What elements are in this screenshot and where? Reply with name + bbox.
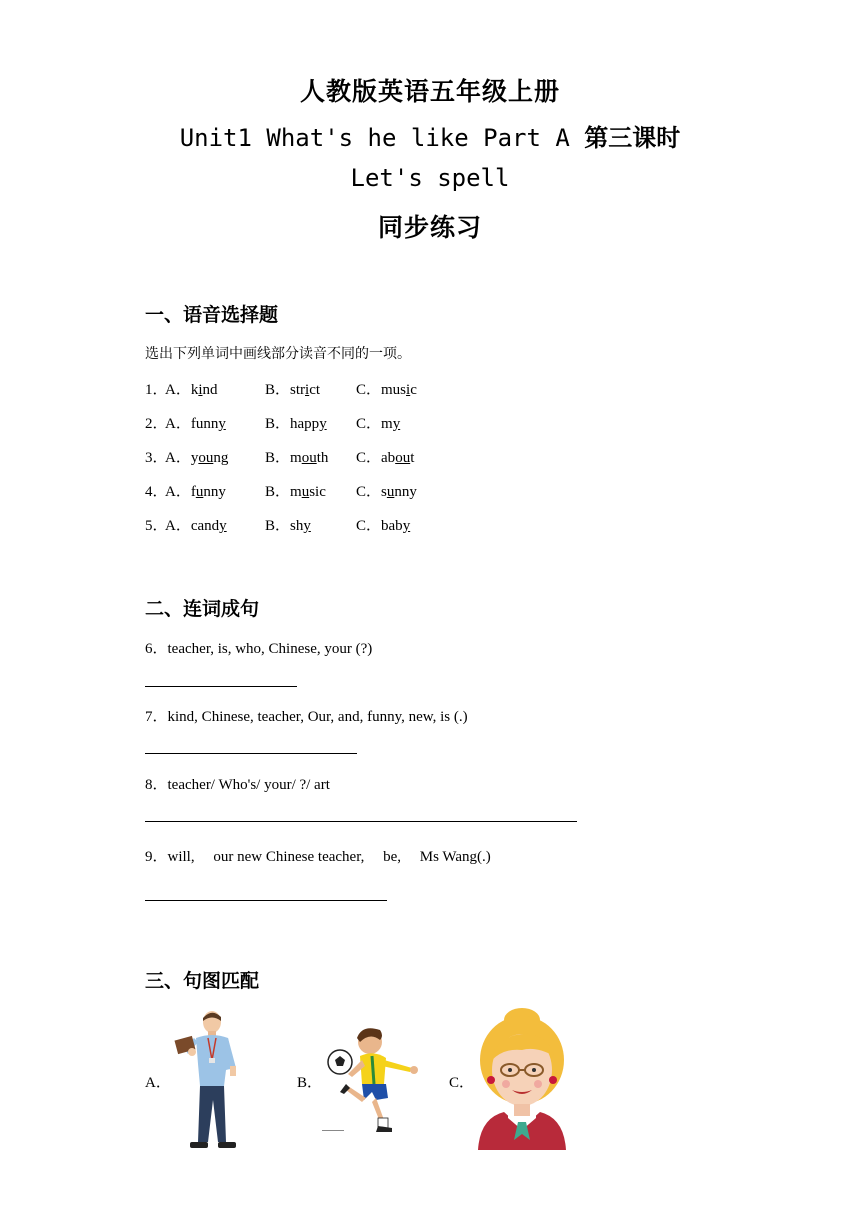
- underlined-letters: y: [319, 416, 327, 432]
- word-part: ng: [213, 450, 229, 466]
- option-label: A．: [165, 450, 191, 466]
- question-8: [145, 773, 330, 794]
- option-b[interactable]: [265, 412, 327, 433]
- word-part: m: [290, 450, 302, 466]
- option-c[interactable]: [356, 446, 414, 467]
- option-b[interactable]: [265, 446, 328, 467]
- lesson-title: Let's spell: [350, 164, 510, 192]
- option-c[interactable]: [356, 480, 417, 501]
- word-part: c: [410, 382, 417, 398]
- option-label: C．: [356, 382, 382, 398]
- question-6: [145, 637, 372, 658]
- question-text: teacher, is, who, Chinese, your (?): [167, 641, 373, 657]
- doc-title: 人教版英语五年级上册: [299, 77, 560, 106]
- option-label: A．: [165, 382, 191, 398]
- option-label: C．: [356, 416, 382, 432]
- woman-glasses-icon: [474, 1008, 570, 1150]
- word-part: happ: [290, 416, 320, 432]
- underlined-letters: y: [392, 416, 401, 432]
- word-part: t: [410, 450, 415, 466]
- picture-label-b: B．: [297, 1075, 323, 1091]
- option-a[interactable]: [165, 514, 227, 535]
- word-part: nny: [203, 484, 226, 500]
- answer-blank-9[interactable]: [145, 900, 387, 901]
- word-part: cand: [190, 518, 220, 534]
- word-part: m: [290, 484, 302, 500]
- word-part: bab: [381, 518, 403, 534]
- option-label: A．: [165, 416, 191, 432]
- option-label: C．: [356, 450, 382, 466]
- question-9: [145, 845, 491, 866]
- question-text: teacher/ Who's/ your/ ?/ art: [167, 777, 330, 793]
- picture-label-c: C．: [449, 1075, 475, 1091]
- underlined-letters: i: [305, 382, 310, 398]
- word-part: mus: [381, 382, 407, 398]
- question-number: 3．: [145, 450, 168, 466]
- underlined-letters: i: [198, 382, 203, 398]
- picture-label-a: A．: [145, 1075, 171, 1091]
- word-part: nd: [202, 382, 218, 398]
- word-part: nny: [394, 484, 417, 500]
- underlined-letters: u: [386, 484, 395, 500]
- underlined-letters: u: [195, 484, 204, 500]
- word-part: ct: [309, 382, 321, 398]
- option-b[interactable]: [265, 378, 320, 399]
- option-c[interactable]: [356, 514, 410, 535]
- question-text: kind, Chinese, teacher, Our, and, funny, new, is (.): [167, 709, 468, 725]
- word-part: th: [316, 450, 329, 466]
- doc-subtitle-unit: [0, 118, 860, 153]
- answer-blank-6[interactable]: [145, 686, 297, 687]
- word-part: k: [190, 382, 199, 398]
- option-a[interactable]: [165, 446, 228, 467]
- question-number: 7．: [145, 709, 168, 725]
- underlined-letters: y: [402, 518, 411, 534]
- word-part: ab: [381, 450, 396, 466]
- word-part: sh: [290, 518, 304, 534]
- underlined-letters: ou: [395, 450, 411, 466]
- section3-title: 三、句图匹配: [145, 970, 260, 992]
- question-number: 8．: [145, 777, 168, 793]
- teacher-man-icon: [168, 1008, 244, 1150]
- answer-blank-8[interactable]: [145, 821, 577, 822]
- word-part: s: [381, 484, 387, 500]
- option-label: C．: [356, 484, 382, 500]
- exercise-title: 同步练习: [377, 213, 482, 242]
- question-number: 9．: [145, 849, 168, 865]
- option-a[interactable]: [165, 480, 226, 501]
- underlined-letters: ou: [301, 450, 317, 466]
- unit-title-en: Unit1 What's he like Part A: [179, 124, 585, 152]
- section1-title: 一、语音选择题: [145, 304, 279, 326]
- underlined-letters: y: [303, 518, 311, 534]
- section1-instruction: 选出下列单词中画线部分读音不同的一项。: [145, 346, 411, 362]
- option-b[interactable]: [265, 514, 311, 535]
- option-label: B．: [265, 484, 291, 500]
- option-b[interactable]: [265, 480, 326, 501]
- underlined-letters: u: [301, 484, 310, 500]
- option-a[interactable]: [165, 378, 218, 399]
- divider: [322, 1130, 344, 1132]
- question-text: will, our new Chinese teacher, be, Ms Wang(.): [167, 849, 491, 865]
- option-label: B．: [265, 518, 291, 534]
- word-part: m: [381, 416, 393, 432]
- option-label: B．: [265, 450, 291, 466]
- underlined-letters: y: [218, 416, 226, 432]
- question-7: [145, 705, 468, 726]
- unit-title-cn: 第三课时: [584, 123, 681, 152]
- option-label: A．: [165, 484, 191, 500]
- underlined-letters: ou: [198, 450, 214, 466]
- word-part: str: [290, 382, 306, 398]
- option-label: A．: [165, 518, 191, 534]
- word-part: y: [190, 450, 199, 466]
- option-c[interactable]: [356, 378, 417, 399]
- word-part: f: [190, 484, 196, 500]
- option-label: B．: [265, 382, 291, 398]
- word-part: sic: [309, 484, 326, 500]
- option-a[interactable]: [165, 412, 226, 433]
- underlined-letters: i: [406, 382, 411, 398]
- question-number: 2．: [145, 416, 168, 432]
- question-number: 1．: [145, 382, 168, 398]
- option-label: B．: [265, 416, 291, 432]
- option-label: C．: [356, 518, 382, 534]
- question-number: 5．: [145, 518, 168, 534]
- answer-blank-7[interactable]: [145, 753, 357, 754]
- underlined-letters: y: [219, 518, 227, 534]
- question-number: 6．: [145, 641, 168, 657]
- section2-title: 二、连词成句: [145, 598, 260, 620]
- option-c[interactable]: [356, 412, 400, 433]
- word-part: funn: [190, 416, 219, 432]
- soccer-boy-icon: [322, 1022, 422, 1134]
- question-number: 4．: [145, 484, 168, 500]
